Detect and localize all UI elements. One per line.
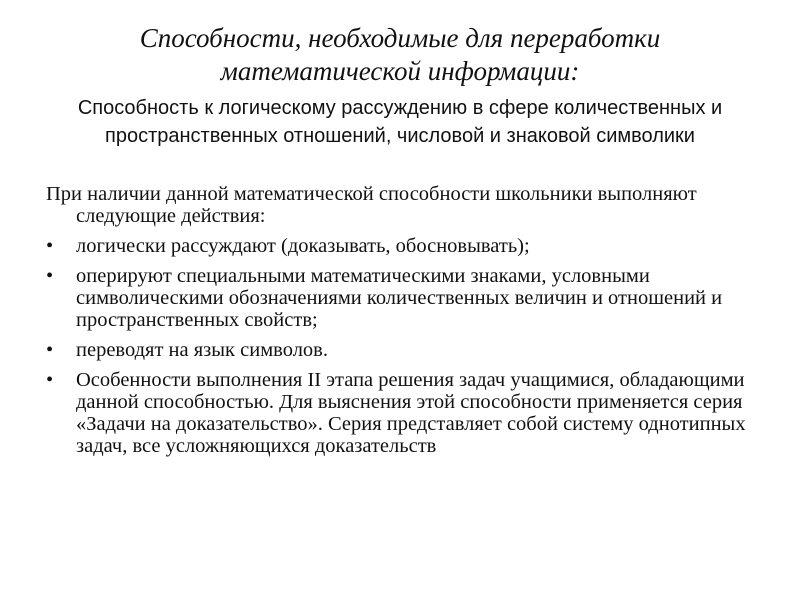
bullet-item-4 <box>46 369 766 457</box>
bullet-dot-icon: • <box>46 235 54 257</box>
bullet-text: переводят на язык символов. <box>76 339 328 361</box>
bullet-text: логически рассуждают (доказывать, обосновывать); <box>76 235 530 257</box>
slide-subtitle: Способность к логическому рассуждению в сфере количественных и пространственных отношений, числовой и знаковой символики <box>77 97 723 147</box>
bullet-dot-icon: • <box>46 339 54 361</box>
bullet-item-2 <box>46 265 766 331</box>
bullet-text: оперируют специальными математическими знаками, условными символическими обозначениями количественных величин и отношений и пространственных свойств; <box>76 265 723 331</box>
bullet-dot-icon: • <box>46 265 54 287</box>
bullet-dot-icon: • <box>46 369 54 391</box>
title-block <box>40 22 760 150</box>
bullet-item-3 <box>46 339 766 361</box>
bullet-text: Особенности выполнения II этапа решения задач учащимися, обладающими данной способностью. Для выяснения этой способности применяется серия «Задачи на доказательство». Серия представляет собой систему однотипных задач, все усложняющихся доказательств <box>76 369 746 457</box>
bullet-list <box>46 235 766 457</box>
slide-body <box>46 183 766 465</box>
slide-title: Способности, необходимые для переработки математической информации: <box>139 23 661 86</box>
bullet-item-1 <box>46 235 766 257</box>
intro-paragraph: При наличии данной математической способности школьники выполняют следующие действия: <box>46 183 697 227</box>
